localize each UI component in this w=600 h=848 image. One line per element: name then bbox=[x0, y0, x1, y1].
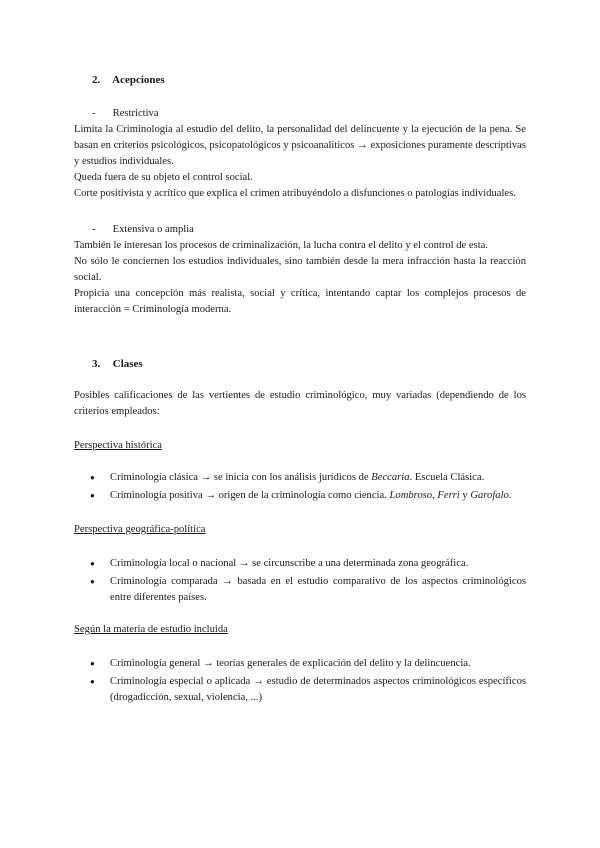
extensiva-paragraph bbox=[74, 238, 526, 318]
item-italic: Ferri bbox=[437, 490, 460, 501]
subheading-label: Extensiva o amplia bbox=[112, 224, 194, 235]
subsection-title-materia: Según la materia de estudio incluida bbox=[74, 624, 228, 635]
list-item bbox=[74, 574, 526, 606]
list-item bbox=[74, 556, 526, 572]
paragraph-line: Limita la Criminología al estudio del delito, la personalidad del delincuente y la ejecución de la pena. Se basan en criterios psicológicos, psicopatológicos y psicoanalíticos → exposiciones puramente descriptivas y estudios individuales. bbox=[74, 124, 526, 167]
bullet-icon: ● bbox=[90, 577, 95, 586]
paragraph-line: Propicia una concepción más realista, social y crítica, intentando captar los complejos procesos de interacción = Criminología moderna. bbox=[74, 288, 526, 315]
subheading-restrictiva bbox=[92, 106, 159, 122]
list-materia bbox=[74, 656, 526, 708]
item-separator: , bbox=[432, 490, 438, 501]
item-text: Criminología positiva → origen de la criminología como ciencia. bbox=[110, 490, 390, 501]
list-item bbox=[74, 488, 526, 504]
list-item bbox=[74, 674, 526, 706]
bullet-icon: ● bbox=[90, 677, 95, 686]
list-historica bbox=[74, 470, 526, 506]
clases-intro bbox=[74, 388, 526, 420]
paragraph-line: Corte positivista y acrítico que explica el crimen atribuyéndolo a disfunciones o patologías individuales. bbox=[74, 188, 516, 199]
bullet-icon: ● bbox=[90, 491, 95, 500]
subheading-extensiva bbox=[92, 222, 194, 238]
dash-marker: - bbox=[92, 224, 96, 235]
bullet-icon: ● bbox=[90, 473, 95, 482]
section-title: Acepciones bbox=[112, 74, 165, 86]
paragraph-line: No sólo le conciernen los estudios individuales, sino también desde la mera infracción hasta la reacción social. bbox=[74, 256, 526, 283]
item-italic: Garofalo bbox=[470, 490, 509, 501]
item-text: . bbox=[508, 490, 512, 501]
list-item bbox=[74, 656, 526, 672]
item-italic: Lombroso bbox=[389, 490, 433, 501]
bullet-icon: ● bbox=[90, 559, 95, 568]
section-number: 3. bbox=[92, 358, 101, 370]
section-title: Clases bbox=[112, 358, 143, 370]
paragraph-line: También le interesan los procesos de criminalización, la lucha contra el delito y el control de esta. bbox=[74, 240, 489, 251]
section-heading-clases bbox=[92, 356, 143, 372]
restrictiva-paragraph bbox=[74, 122, 526, 202]
item-italic: Beccaria bbox=[371, 472, 410, 483]
item-text: Criminología especial o aplicada → estudio de determinados aspectos criminológicos específicos (drogadicción, sexual, violencia, ...) bbox=[110, 676, 526, 703]
subheading-label: Restrictiva bbox=[112, 108, 159, 119]
subsection-title-geografica: Perspectiva geográfica-política bbox=[74, 524, 206, 535]
subsection-title-historica: Perspectiva histórica bbox=[74, 440, 162, 451]
dash-marker: - bbox=[92, 108, 96, 119]
item-separator: y bbox=[459, 490, 471, 501]
bullet-icon: ● bbox=[90, 659, 95, 668]
item-text: Criminología clásica → se inicia con los análisis jurídicos de bbox=[110, 472, 372, 483]
item-text: . Escuela Clásica. bbox=[409, 472, 485, 483]
item-text: Criminología local o nacional → se circunscribe a una determinada zona geográfica. bbox=[110, 558, 469, 569]
section-heading-acepciones bbox=[92, 72, 165, 88]
item-text: Criminología comparada → basada en el estudio comparativo de los aspectos criminológicos entre diferentes países. bbox=[110, 576, 526, 603]
paragraph-line: Queda fuera de su objeto el control social. bbox=[74, 172, 253, 183]
item-text: Criminología general → teorías generales de explicación del delito y la delincuencia. bbox=[110, 658, 471, 669]
section-number: 2. bbox=[92, 74, 101, 86]
paragraph-line: Posibles calificaciones de las vertientes de estudio criminológico, muy variadas (dependiendo de los criterios empleados: bbox=[74, 390, 526, 417]
list-geografica bbox=[74, 556, 526, 608]
list-item bbox=[74, 470, 526, 486]
